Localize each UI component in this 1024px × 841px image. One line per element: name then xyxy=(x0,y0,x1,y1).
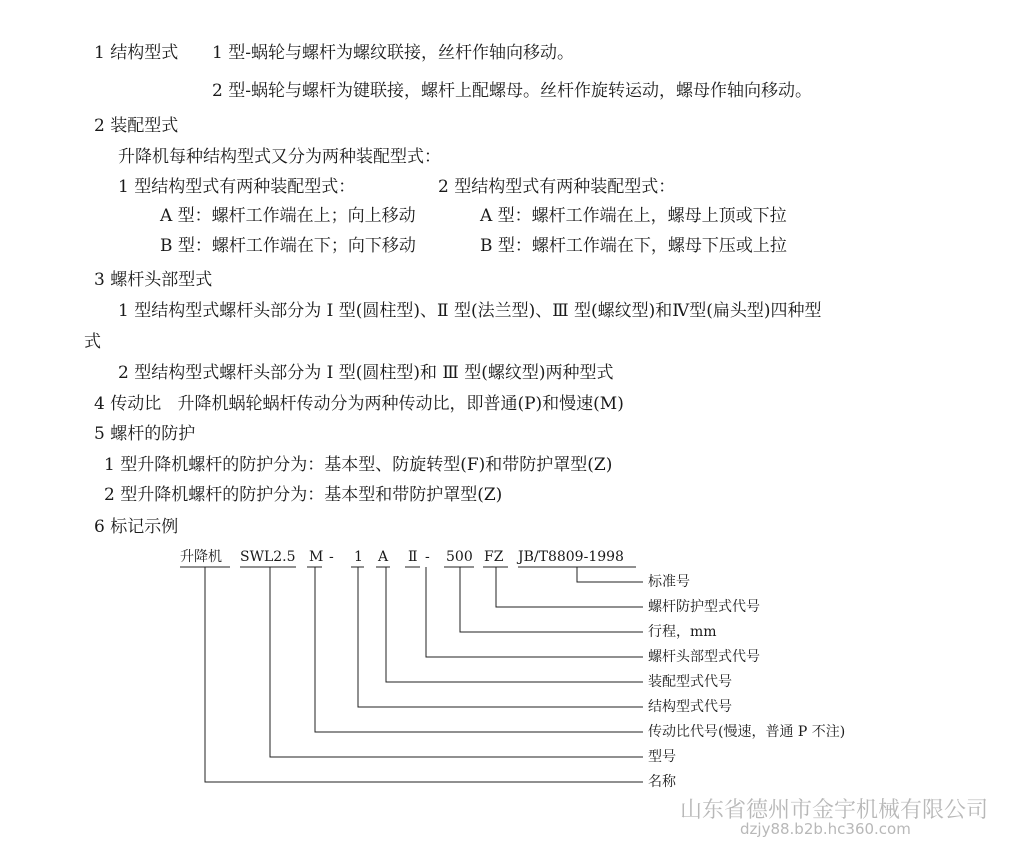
label-assembly-code: 装配型式代号 xyxy=(648,674,732,690)
label-stroke: 行程，mm xyxy=(648,624,717,640)
label-model: 型号 xyxy=(648,749,676,765)
label-structure-code: 结构型式代号 xyxy=(648,699,732,715)
section-3-heading: 3 螺杆头部型式 xyxy=(94,270,213,290)
code-part-standard: JB/T8809-1998 xyxy=(518,549,624,565)
section-3-line-1-wrap: 式 xyxy=(84,332,101,352)
section-1-line-2: 2 型-蜗轮与螺杆为键联接，螺杆上配螺母。丝杆作旋转运动，螺母作轴向移动。 xyxy=(212,81,812,101)
label-protection-code: 螺杆防护型式代号 xyxy=(648,599,760,615)
section-5-line-2: 2 型升降机螺杆的防护分为：基本型和带防护罩型(Z) xyxy=(104,485,503,505)
section-2-col1-heading: 1 型结构型式有两种装配型式： xyxy=(118,177,356,197)
watermark-company: 山东省德州市金宇机械有限公司 xyxy=(680,798,989,823)
section-5-line-1: 1 型升降机螺杆的防护分为：基本型、防旋转型(F)和带防护罩型(Z) xyxy=(104,455,613,475)
code-part-structure: 1 xyxy=(354,549,363,565)
section-3-line-1: 1 型结构型式螺杆头部分为 Ⅰ 型(圆柱型)、Ⅱ 型(法兰型)、Ⅲ 型(螺纹型)和Ⅳ型(扁头型)四种型 xyxy=(118,301,822,321)
watermark-url: dzjy88.b2b.hc360.com xyxy=(740,820,911,838)
section-1-heading: 1 结构型式 xyxy=(94,43,179,63)
label-head-code: 螺杆头部型式代号 xyxy=(648,649,760,665)
section-2-col2-b: B 型：螺杆工作端在下，螺母下压或上拉 xyxy=(480,236,787,256)
section-2-col2-heading: 2 型结构型式有两种装配型式： xyxy=(438,177,676,197)
code-part-ratio: M xyxy=(309,549,324,565)
code-part-protection: FZ xyxy=(484,549,504,565)
section-5-heading: 5 螺杆的防护 xyxy=(94,424,196,444)
section-2-col1-a: A 型：螺杆工作端在上；向上移动 xyxy=(160,206,416,226)
section-2-intro: 升降机每种结构型式又分为两种装配型式： xyxy=(118,147,441,167)
section-2-heading: 2 装配型式 xyxy=(94,116,179,136)
label-name: 名称 xyxy=(648,774,676,790)
section-6-heading: 6 标记示例 xyxy=(94,517,179,537)
code-part-model: SWL2.5 xyxy=(240,549,296,565)
section-2-col1-b: B 型：螺杆工作端在下；向下移动 xyxy=(160,236,416,256)
label-standard-number: 标准号 xyxy=(648,574,690,590)
code-part-head: Ⅱ xyxy=(408,549,418,565)
section-2-col2-a: A 型：螺杆工作端在上，螺母上顶或下拉 xyxy=(480,206,787,226)
code-part-stroke: 500 xyxy=(446,549,473,565)
section-4-line: 4 传动比 升降机蜗轮蜗杆传动分为两种传动比，即普通(P)和慢速(M) xyxy=(94,394,624,414)
label-ratio-code: 传动比代号(慢速，普通 P 不注) xyxy=(648,724,846,740)
code-part-name: 升降机 xyxy=(180,549,222,565)
section-1-line-1: 1 型-蜗轮与螺杆为螺纹联接，丝杆作轴向移动。 xyxy=(212,43,574,63)
code-part-dash-1: - xyxy=(329,549,334,565)
code-part-dash-2: - xyxy=(425,549,430,565)
section-3-line-2: 2 型结构型式螺杆头部分为 Ⅰ 型(圆柱型)和 Ⅲ 型(螺纹型)两种型式 xyxy=(118,363,614,383)
code-part-assembly: A xyxy=(378,549,389,565)
